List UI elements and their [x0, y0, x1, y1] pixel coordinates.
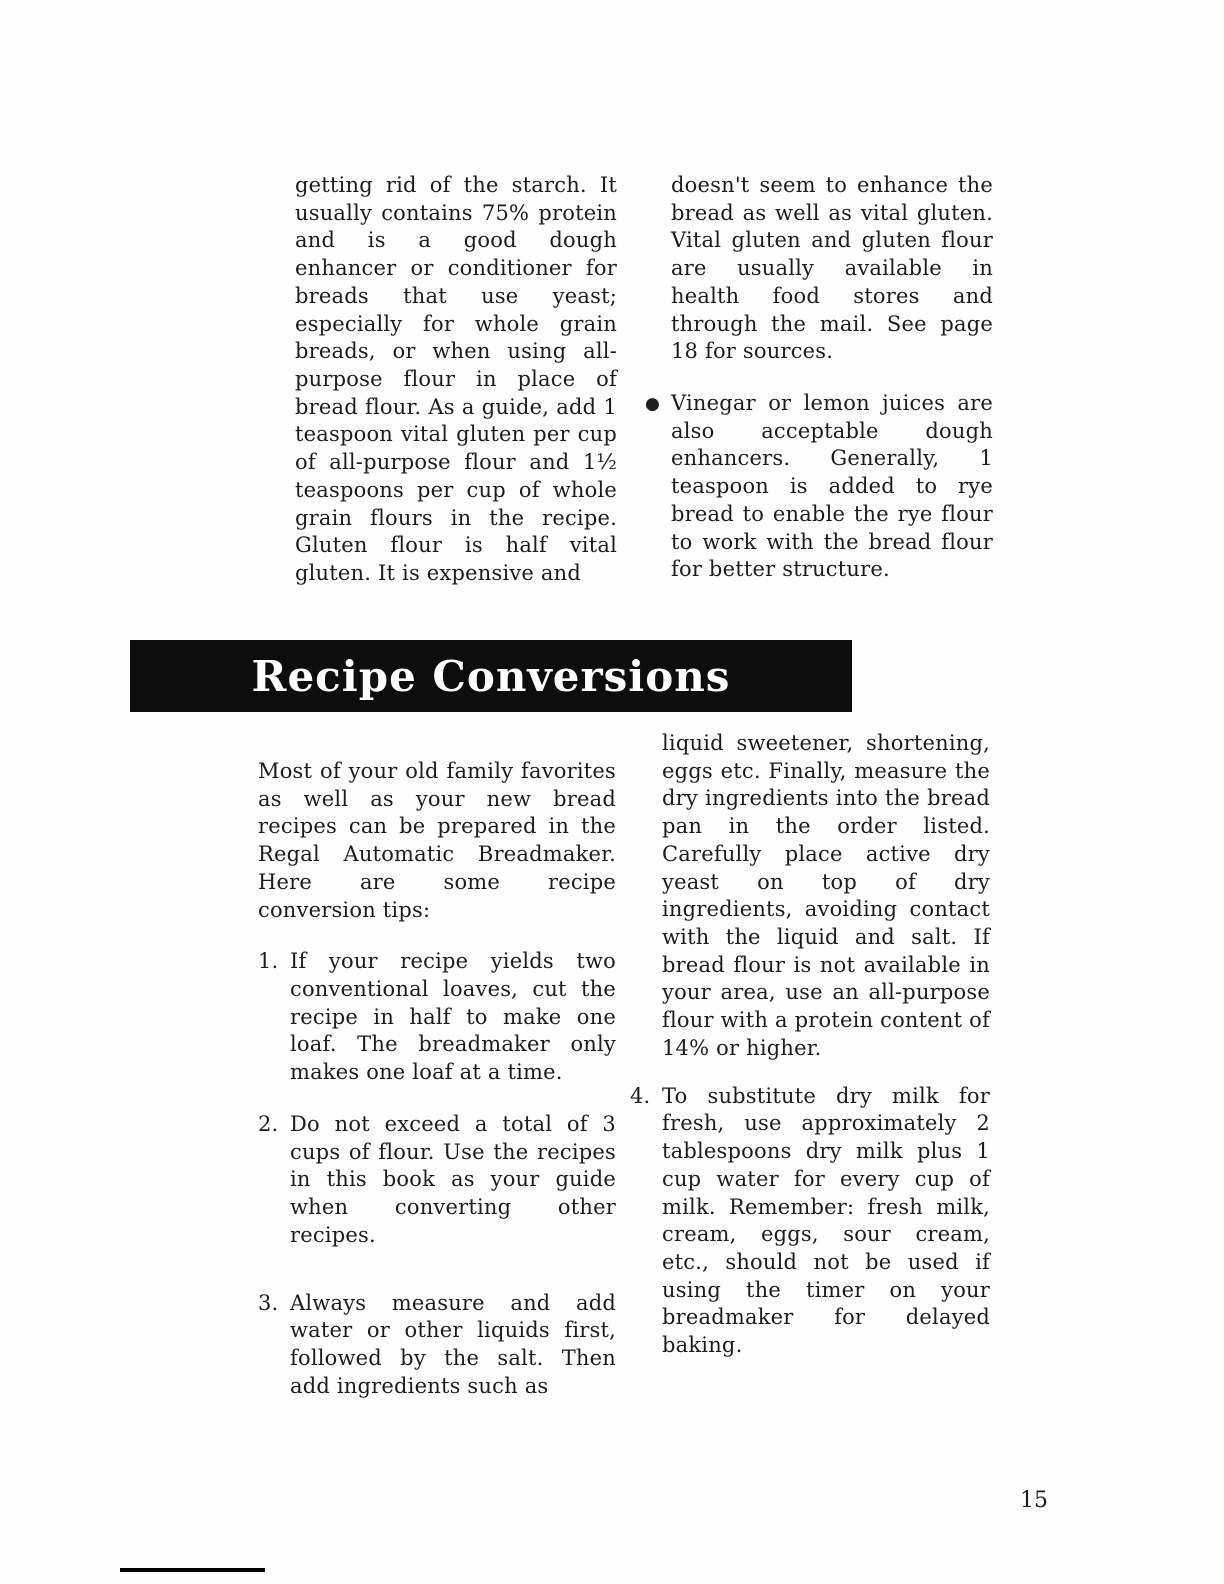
tip-text: To substitute dry milk for fresh, use approximately 2 tablespoons dry milk plus 1 cup water for every cup of milk. Remember: fresh milk, cream, eggs, sour cream, etc., should not be used if using the timer on your breadmaker for delayed baking. [662, 1083, 990, 1358]
tip-number: 4. [630, 1083, 651, 1108]
tip-number: 1. [258, 949, 279, 974]
page-number: 15 [1020, 1488, 1048, 1513]
tip-item-4 [630, 1083, 990, 1360]
continuation-left-column [295, 172, 617, 608]
tip-text: If your recipe yields two conventional loaves, cut the recipe in half to make one loaf. The breadmaker only makes one loaf at a time. [290, 949, 616, 1085]
continuation-left-paragraph: getting rid of the starch. It usually contains 75% protein and is a good dough enhancer or conditioner for breads that use yeast; especially for whole grain breads, or when using all-purpose flour in place of bread flour. As a guide, add 1 teaspoon vital gluten per cup of all-purpose flour and 1½ teaspoons per cup of whole grain flours in the recipe. Gluten flour is half vital gluten. It is expensive and [295, 173, 617, 586]
section-banner [130, 640, 852, 712]
conversions-left-column [258, 758, 616, 1400]
continuation-right-column [645, 172, 993, 584]
tip-number: 2. [258, 1111, 279, 1136]
tip-text: Always measure and add water or other liquids first, followed by the salt. Then add ingredients such as [290, 1290, 616, 1398]
vinegar-bullet-item [645, 390, 993, 584]
tip-text: Do not exceed a total of 3 cups of flour. Use the recipes in this book as your guide when converting other recipes. [290, 1111, 616, 1247]
conversions-right-paragraph: liquid sweetener, shortening, eggs etc. Finally, measure the dry ingredients into the bread pan in the order listed. Carefully place active dry yeast on top of dry ingredients, avoiding contact with the liquid and salt. If bread flour is not available in your area, use an all-purpose flour with a protein content of 14% or higher. [662, 731, 990, 1060]
tip-item-2 [258, 1111, 616, 1250]
bullet-icon: ● [645, 394, 661, 415]
conversions-right-column [630, 730, 990, 1360]
tip-number: 3. [258, 1290, 279, 1315]
tip-item-3 [258, 1290, 616, 1401]
tip-item-1 [258, 948, 616, 1087]
section-title: Recipe Conversions [251, 651, 731, 701]
bottom-rule [120, 1568, 265, 1572]
conversions-intro: Most of your old family favorites as well as your new bread recipes can be prepared in the Regal Automatic Breadmaker. Here are some recipe conversion tips: [258, 759, 616, 922]
continuation-right-paragraph: doesn't seem to enhance the bread as well as vital gluten. Vital gluten and gluten flour are usually available in health food stores and through the mail. See page 18 for sources. [671, 173, 993, 364]
vinegar-bullet-text: Vinegar or lemon juices are also acceptable dough enhancers. Generally, 1 teaspoon is added to rye bread to enable the rye flour to work with the bread flour for better structure. [671, 391, 993, 582]
